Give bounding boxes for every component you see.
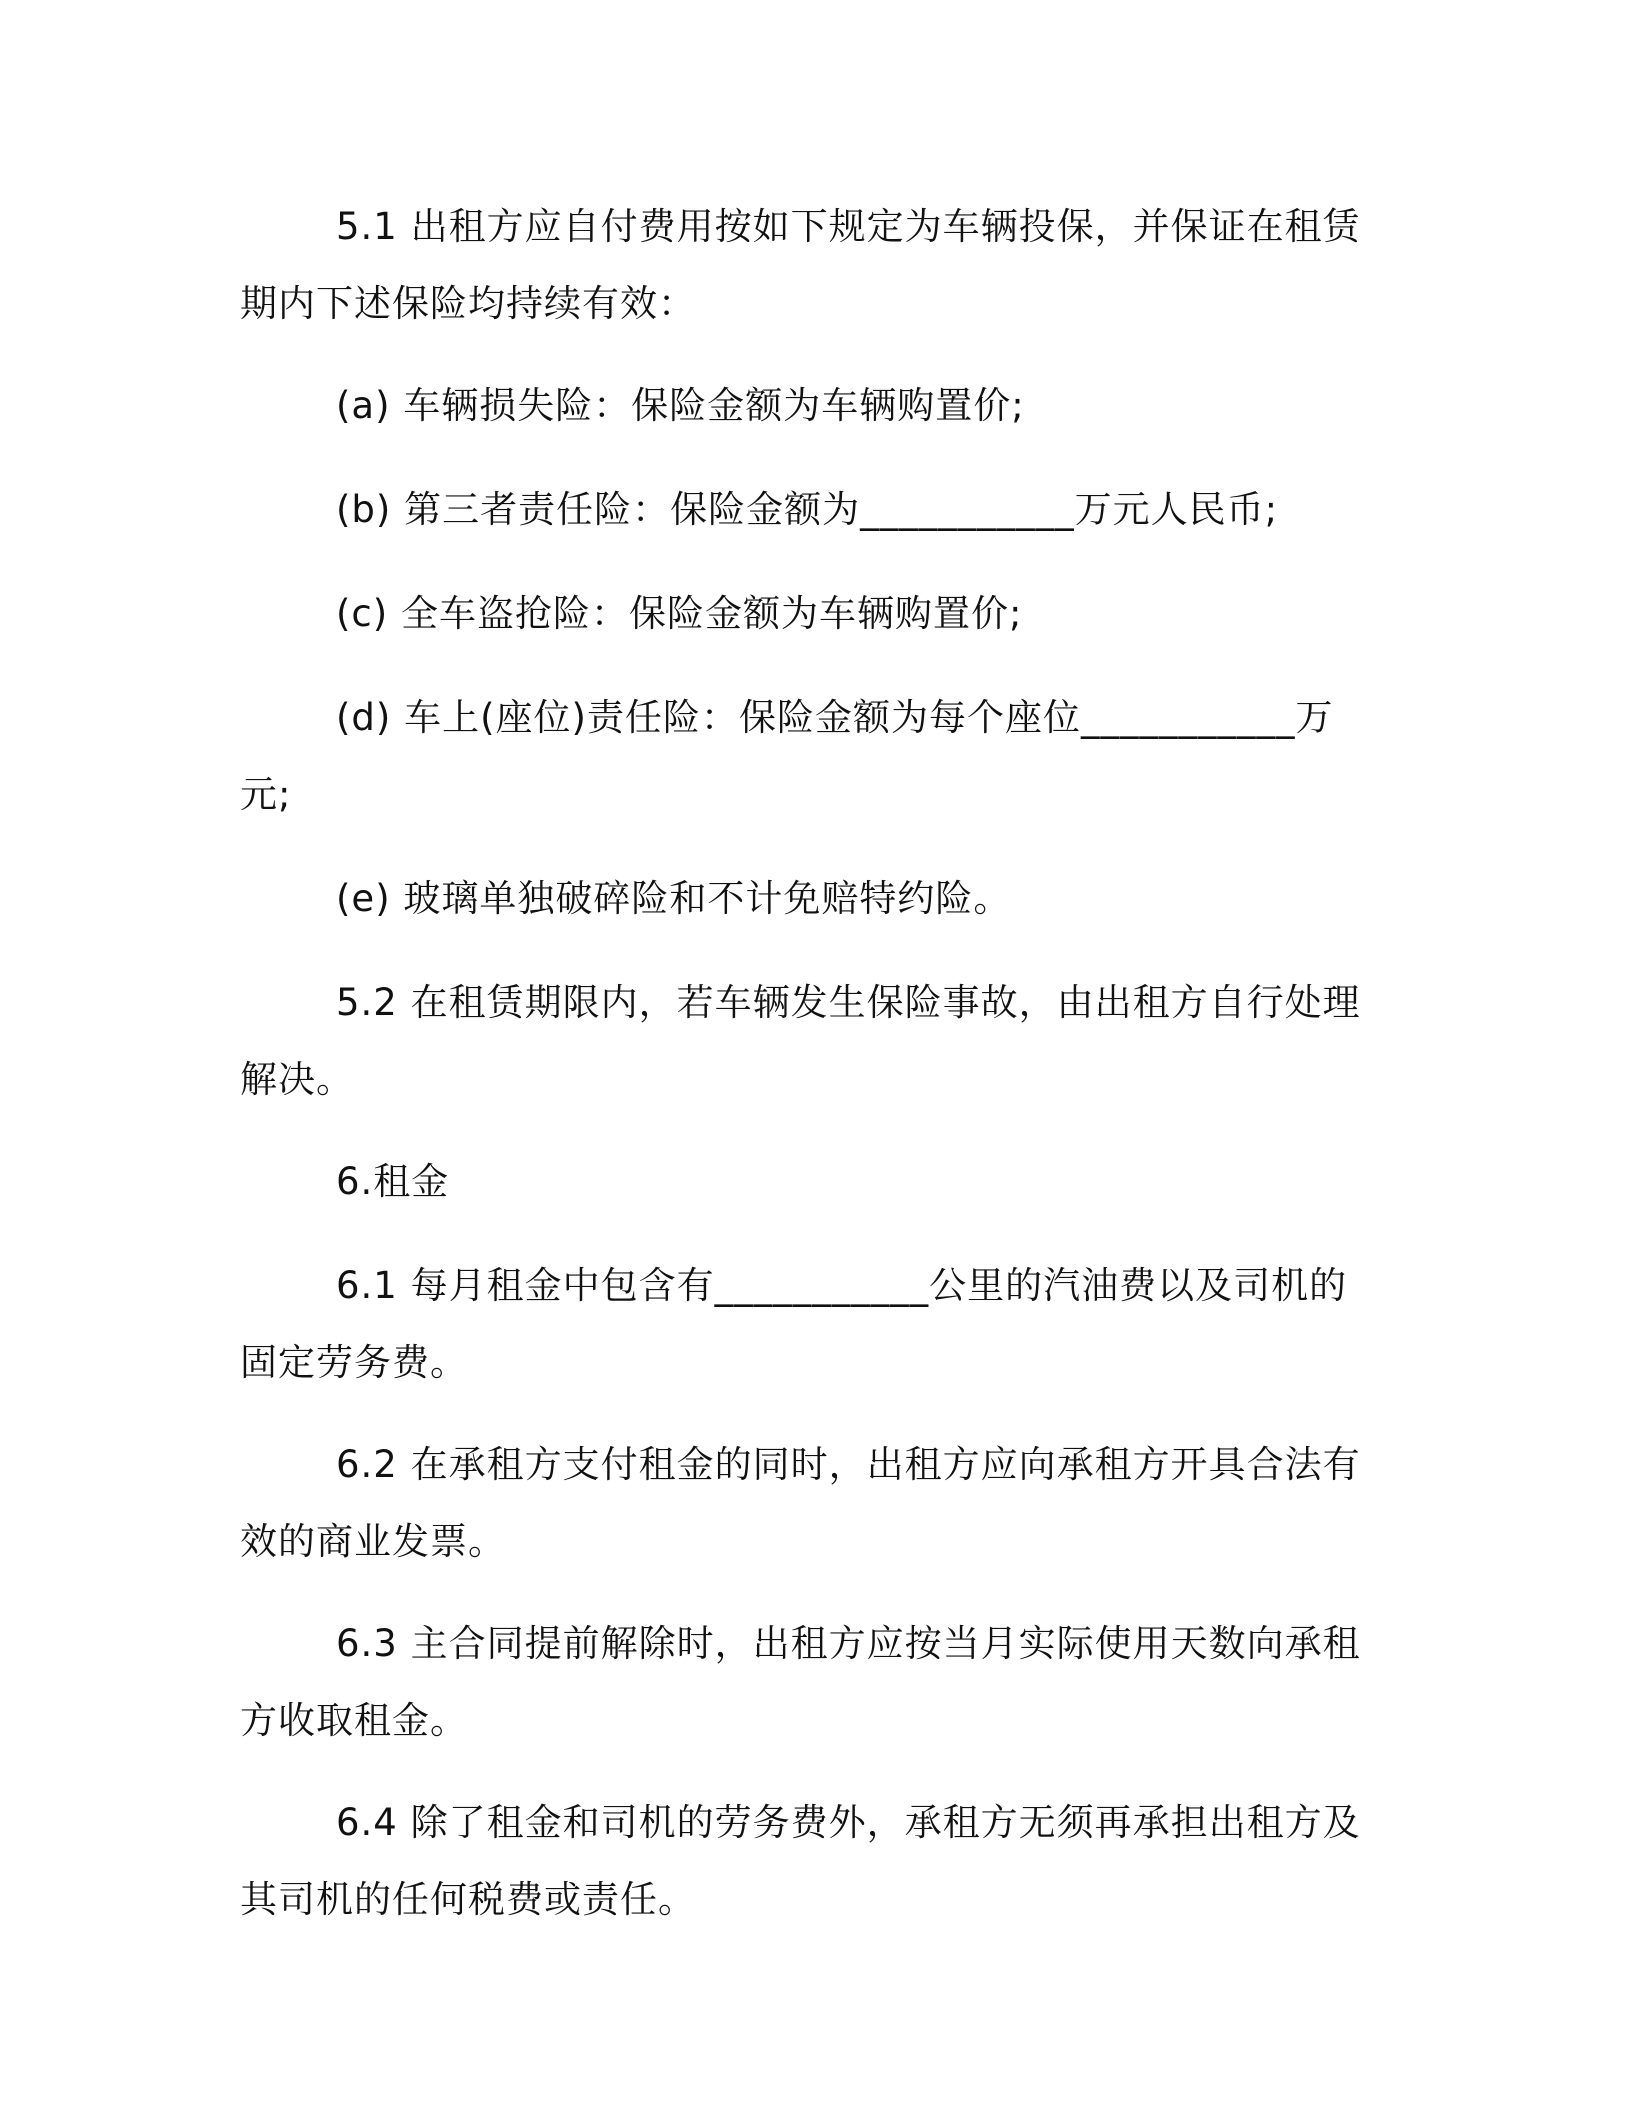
section-6-heading: 6.租金: [336, 1160, 450, 1203]
clause-5-1: 5.1 出租方应自付费用按如下规定为车辆投保，并保证在租赁期内下述保险均持续有效：: [240, 205, 1361, 325]
clause-5-1-c: (c) 全车盗抢险：保险金额为车辆购置价;: [336, 592, 1023, 635]
clause-6-3: 6.3 主合同提前解除时，出租方应按当月实际使用天数向承租方收取租金。: [240, 1622, 1361, 1742]
clause-5-1-b: (b) 第三者责任险：保险金额为___________万元人民币;: [336, 488, 1279, 531]
document-body: [240, 188, 1370, 1963]
clause-6-4: 6.4 除了租金和司机的劳务费外，承租方无须再承担出租方及其司机的任何税费或责任。: [240, 1801, 1361, 1921]
clause-5-1-a: (a) 车辆损失险：保险金额为车辆购置价;: [336, 384, 1025, 427]
clause-5-1-e: (e) 玻璃单独破碎险和不计免赔特约险。: [336, 877, 1012, 920]
clause-5-2: 5.2 在租赁期限内，若车辆发生保险事故，由出租方自行处理解决。: [240, 981, 1361, 1101]
clause-6-2: 6.2 在承租方支付租金的同时，出租方应向承租方开具合法有效的商业发票。: [240, 1443, 1361, 1563]
clause-5-1-d: (d) 车上(座位)责任险：保险金额为每个座位___________万元;: [240, 696, 1334, 816]
clause-6-1: 6.1 每月租金中包含有___________公里的汽油费以及司机的固定劳务费。: [240, 1264, 1348, 1384]
